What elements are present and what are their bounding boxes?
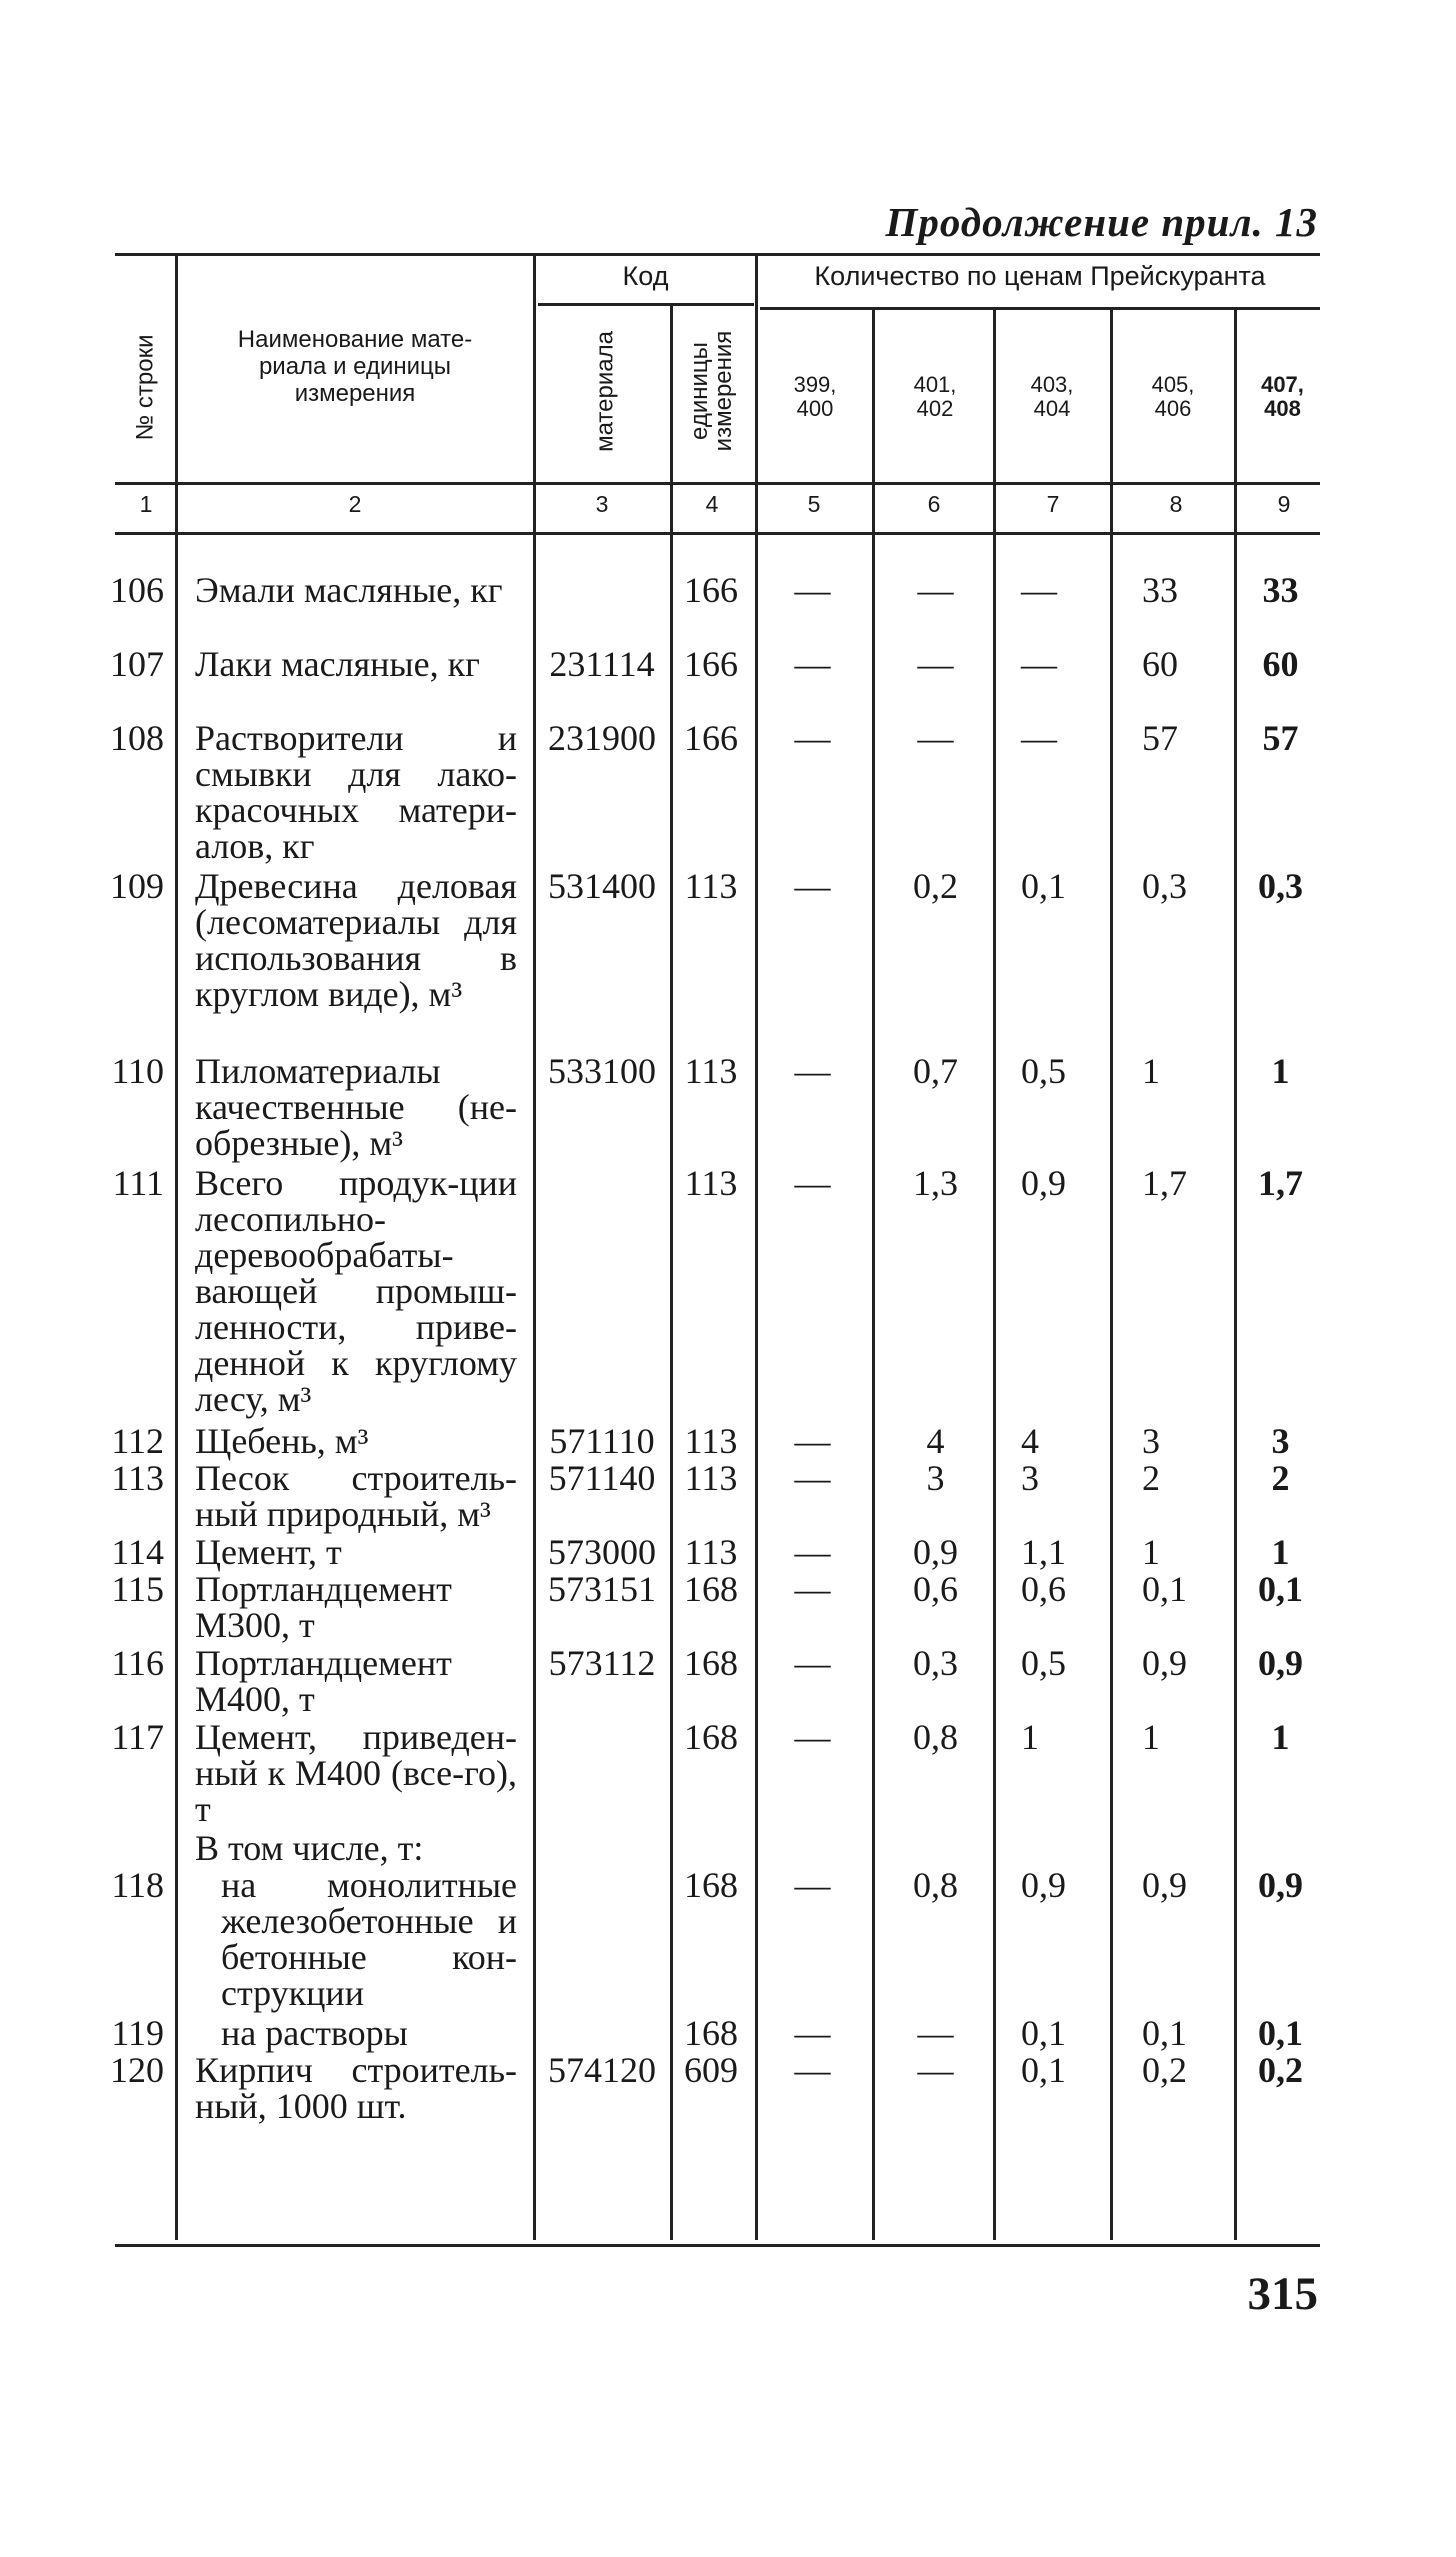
qty-403-404: 4 bbox=[1021, 1421, 1039, 1461]
qty-407-408: 0,9 bbox=[1258, 1643, 1303, 1683]
qty-403-404: 0,1 bbox=[1021, 866, 1066, 906]
material-code: 531400 bbox=[548, 866, 656, 906]
header-price-col-6: 401, 402 bbox=[913, 372, 957, 421]
qty-407-408: 0,9 bbox=[1258, 1865, 1303, 1905]
qty-399-400: — bbox=[794, 1421, 831, 1461]
unit-code: 113 bbox=[684, 1051, 738, 1091]
qty-399-400: — bbox=[794, 2050, 831, 2090]
material-name: Цемент, приведен-ный к М400 (все-го), т bbox=[195, 1717, 517, 1829]
qty-399-400: — bbox=[794, 1458, 831, 1498]
row-number: 119 bbox=[111, 2013, 164, 2053]
qty-401-402: 0,2 bbox=[913, 866, 958, 906]
qty-401-402: 0,7 bbox=[913, 1051, 958, 1091]
unit-code: 113 bbox=[684, 866, 738, 906]
qty-407-408: 0,1 bbox=[1258, 2013, 1303, 2053]
material-name: на монолитные железобетонные и бетонные кон-струкции bbox=[221, 1865, 517, 2013]
unit-code: 168 bbox=[684, 1865, 738, 1905]
qty-405-406: 0,2 bbox=[1142, 2050, 1187, 2090]
qty-399-400: — bbox=[794, 1717, 831, 1757]
material-name: Пиломатериалы качественные (не-обрезные), м³ bbox=[195, 1051, 517, 1163]
material-name: Древесина деловая (лесоматериалы для использования в круглом виде), м³ bbox=[195, 866, 517, 1014]
qty-399-400: — bbox=[794, 1532, 831, 1572]
material-code: 231114 bbox=[549, 644, 655, 684]
qty-405-406: 60 bbox=[1142, 644, 1178, 684]
unit-code: 168 bbox=[684, 1717, 738, 1757]
qty-399-400: — bbox=[794, 1865, 831, 1905]
material-code: 573151 bbox=[548, 1569, 656, 1609]
unit-code: 609 bbox=[684, 2050, 738, 2090]
qty-401-402: 0,8 bbox=[913, 1865, 958, 1905]
unit-code: 113 bbox=[684, 1421, 738, 1461]
col-number-3: 3 bbox=[595, 491, 609, 517]
qty-401-402: 0,6 bbox=[913, 1569, 958, 1609]
page-number: 315 bbox=[1247, 2268, 1318, 2320]
col-number-7: 7 bbox=[1046, 491, 1060, 517]
header-price-col-8: 405, 406 bbox=[1151, 372, 1195, 421]
row-number: 115 bbox=[111, 1569, 164, 1609]
material-code: 533100 bbox=[548, 1051, 656, 1091]
qty-407-408: 1 bbox=[1271, 1051, 1290, 1091]
qty-405-406: 33 bbox=[1142, 570, 1178, 610]
header-code-material: материала bbox=[591, 331, 619, 452]
qty-399-400: — bbox=[794, 866, 831, 906]
material-name: Лаки масляные, кг bbox=[195, 644, 480, 684]
qty-399-400: — bbox=[794, 1051, 831, 1091]
header-bottom-rule bbox=[115, 482, 1320, 485]
material-name: Эмали масляные, кг bbox=[195, 570, 503, 610]
row-number: 117 bbox=[111, 1717, 164, 1757]
qty-401-402: 0,8 bbox=[913, 1717, 958, 1757]
qty-399-400: — bbox=[794, 718, 831, 758]
unit-code: 166 bbox=[684, 718, 738, 758]
qty-403-404: 0,9 bbox=[1021, 1163, 1066, 1203]
qty-405-406: 1,7 bbox=[1142, 1163, 1187, 1203]
header-price-col-9: 407, 408 bbox=[1261, 372, 1304, 421]
qty-405-406: 2 bbox=[1142, 1458, 1160, 1498]
qty-405-406: 0,1 bbox=[1142, 1569, 1187, 1609]
subgroup-heading: В том числе, т: bbox=[195, 1828, 424, 1868]
qty-407-408: 1 bbox=[1271, 1717, 1290, 1757]
material-name: Цемент, т bbox=[195, 1532, 342, 1572]
row-number: 106 bbox=[110, 570, 164, 610]
qty-401-402: — bbox=[917, 2013, 954, 2053]
qty-407-408: 1,7 bbox=[1258, 1163, 1303, 1203]
header-qty-group: Количество по ценам Прейскуранта bbox=[814, 261, 1266, 291]
unit-code: 168 bbox=[684, 1643, 738, 1683]
unit-code: 113 bbox=[684, 1163, 738, 1203]
qty-399-400: — bbox=[794, 1163, 831, 1203]
col-number-6: 6 bbox=[927, 491, 941, 517]
qty-407-408: 57 bbox=[1262, 718, 1299, 758]
qty-403-404: 0,9 bbox=[1021, 1865, 1066, 1905]
material-name: Щебень, м³ bbox=[195, 1421, 369, 1461]
qty-407-408: 2 bbox=[1271, 1458, 1290, 1498]
qty-405-406: 0,9 bbox=[1142, 1643, 1187, 1683]
material-code: 573112 bbox=[548, 1643, 656, 1683]
row-number: 113 bbox=[111, 1458, 164, 1498]
row-number: 111 bbox=[112, 1163, 164, 1203]
row-number: 114 bbox=[111, 1532, 164, 1572]
row-number: 109 bbox=[110, 866, 164, 906]
row-number: 120 bbox=[110, 2050, 164, 2090]
qty-405-406: 1 bbox=[1142, 1717, 1160, 1757]
qty-401-402: — bbox=[917, 570, 954, 610]
unit-code: 168 bbox=[684, 1569, 738, 1609]
qty-407-408: 33 bbox=[1262, 570, 1299, 610]
material-name: Растворители и смывки для лако-красочных матери-алов, кг bbox=[195, 718, 517, 866]
qty-405-406: 57 bbox=[1142, 718, 1178, 758]
qty-405-406: 1 bbox=[1142, 1051, 1160, 1091]
col-number-2: 2 bbox=[348, 491, 362, 517]
material-code: 573000 bbox=[548, 1532, 656, 1572]
qty-407-408: 0,3 bbox=[1258, 866, 1303, 906]
col-divider-1 bbox=[175, 255, 178, 2240]
col-number-4: 4 bbox=[705, 491, 719, 517]
unit-code: 166 bbox=[684, 644, 738, 684]
material-code: 231900 bbox=[548, 718, 656, 758]
qty-401-402: — bbox=[917, 644, 954, 684]
col-number-5: 5 bbox=[807, 491, 821, 517]
qty-407-408: 60 bbox=[1262, 644, 1299, 684]
material-name: Кирпич строитель-ный, 1000 шт. bbox=[195, 2050, 517, 2126]
material-name: Портландцемент М400, т bbox=[195, 1643, 452, 1719]
qty-399-400: — bbox=[794, 644, 831, 684]
qty-399-400: — bbox=[794, 1643, 831, 1683]
qty-403-404: 3 bbox=[1021, 1458, 1039, 1498]
qty-405-406: 1 bbox=[1142, 1532, 1160, 1572]
qty-401-402: — bbox=[917, 718, 954, 758]
unit-code: 113 bbox=[684, 1458, 738, 1498]
col-divider-3 bbox=[670, 305, 673, 2240]
unit-code: 166 bbox=[684, 570, 738, 610]
row-number: 112 bbox=[111, 1421, 164, 1461]
header-price-col-5: 399, 400 bbox=[793, 372, 837, 421]
qty-403-404: 1 bbox=[1021, 1717, 1039, 1757]
material-code: 571110 bbox=[549, 1421, 655, 1461]
unit-code: 168 bbox=[684, 2013, 738, 2053]
qty-399-400: — bbox=[794, 2013, 831, 2053]
unit-code: 113 bbox=[684, 1532, 738, 1572]
qty-407-408: 0,2 bbox=[1258, 2050, 1303, 2090]
qty-405-406: 0,9 bbox=[1142, 1865, 1187, 1905]
qty-405-406: 3 bbox=[1142, 1421, 1160, 1461]
qty-403-404: 1,1 bbox=[1021, 1532, 1066, 1572]
col-number-8: 8 bbox=[1169, 491, 1183, 517]
col-divider-5 bbox=[872, 309, 875, 2240]
col-divider-2 bbox=[533, 255, 536, 2240]
qty-407-408: 1 bbox=[1271, 1532, 1290, 1572]
qty-405-406: 0,3 bbox=[1142, 866, 1187, 906]
material-name: Портландцемент М300, т bbox=[195, 1569, 452, 1645]
qty-403-404: 0,5 bbox=[1021, 1051, 1066, 1091]
header-price-col-7: 403, 404 bbox=[1030, 372, 1074, 421]
qty-401-402: 4 bbox=[926, 1421, 945, 1461]
col-divider-4 bbox=[755, 255, 758, 2240]
material-name: Песок строитель-ный природный, м³ bbox=[195, 1458, 517, 1534]
header-row-no: № строки bbox=[131, 334, 159, 441]
qty-399-400: — bbox=[794, 570, 831, 610]
row-number: 110 bbox=[111, 1051, 164, 1091]
qty-403-404: 0,6 bbox=[1021, 1569, 1066, 1609]
col-divider-8 bbox=[1234, 309, 1237, 2240]
qty-403-404: — bbox=[1021, 570, 1057, 610]
page-continuation-title: Продолжение прил. 13 bbox=[885, 199, 1318, 245]
qty-407-408: 3 bbox=[1271, 1421, 1290, 1461]
header-code-group: Код bbox=[622, 261, 669, 291]
row-number: 118 bbox=[111, 1865, 164, 1905]
header-code-unit: единицы измерения bbox=[686, 330, 737, 452]
qty-403-404: 0,5 bbox=[1021, 1643, 1066, 1683]
material-name: на растворы bbox=[221, 2013, 408, 2053]
material-code: 574120 bbox=[548, 2050, 656, 2090]
col-number-1: 1 bbox=[139, 491, 153, 517]
qty-405-406: 0,1 bbox=[1142, 2013, 1187, 2053]
qty-403-404: — bbox=[1021, 644, 1057, 684]
qty-401-402: 3 bbox=[926, 1458, 945, 1498]
header-name: Наименование мате- риала и единицы измерения bbox=[237, 326, 473, 407]
row-number: 107 bbox=[110, 644, 164, 684]
qty-403-404: — bbox=[1021, 718, 1057, 758]
row-number: 116 bbox=[111, 1643, 164, 1683]
row-number: 108 bbox=[110, 718, 164, 758]
qty-407-408: 0,1 bbox=[1258, 1569, 1303, 1609]
qty-403-404: 0,1 bbox=[1021, 2050, 1066, 2090]
qty-403-404: 0,1 bbox=[1021, 2013, 1066, 2053]
colnum-bottom-rule bbox=[115, 532, 1320, 535]
qty-399-400: — bbox=[794, 1569, 831, 1609]
col-number-9: 9 bbox=[1277, 491, 1291, 517]
qty-401-402: 0,3 bbox=[913, 1643, 958, 1683]
table-top-rule bbox=[115, 253, 1320, 256]
qty-401-402: 0,9 bbox=[913, 1532, 958, 1572]
material-name: Всего продук-ции лесопильно-деревообрабаты-вающей промыш-ленности, приве-денной к круглому лесу, м³ bbox=[195, 1163, 517, 1419]
qty-401-402: — bbox=[917, 2050, 954, 2090]
material-code: 571140 bbox=[548, 1458, 656, 1498]
qty-401-402: 1,3 bbox=[913, 1163, 958, 1203]
table-bottom-rule bbox=[115, 2244, 1320, 2247]
